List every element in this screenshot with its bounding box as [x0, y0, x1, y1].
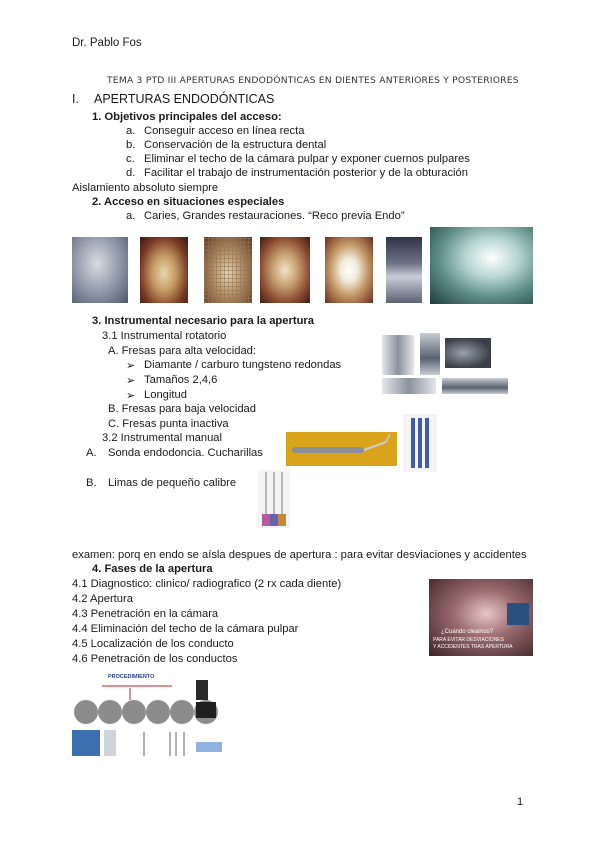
special-access-letter: a. [126, 210, 136, 222]
objective-letter-b: b. [126, 139, 136, 151]
section-number: I. [72, 92, 79, 106]
probe-item: Sonda endodoncia. Cucharillas [108, 447, 263, 459]
video-screenshot [429, 579, 533, 656]
xray-image-1 [72, 237, 128, 303]
objective-letter-d: d. [126, 167, 136, 179]
low-speed-burs: B. Fresas para baja velocidad [108, 403, 257, 415]
instruments-heading: 3. Instrumental necesario para la apertura [92, 315, 314, 327]
video-caption-1: ¿Cuándo cleamos? [441, 629, 494, 635]
objectives-heading: 1. Objetivos principales del acceso: [92, 111, 282, 123]
objective-d: Facilitar el trabajo de instrumentación posterior y de la obturación [144, 167, 468, 179]
bullet-bur-type: Diamante / carburo tungsteno redondas [144, 359, 342, 371]
tooth-matrix-photo [204, 237, 252, 303]
tooth-restoration-photo [260, 237, 310, 303]
special-access-item: Caries, Grandes restauraciones. “Reco previa Endo” [144, 210, 405, 222]
phase-4-5: 4.5 Localización de los conducto [72, 638, 234, 650]
bur-image-2 [420, 333, 440, 375]
phases-heading: 4. Fases de la apertura [92, 563, 213, 575]
inactive-tip-burs: C. Fresas punta inactiva [108, 418, 229, 430]
arrow-bullet-icon: ➢ [126, 375, 136, 387]
high-speed-burs: A. Fresas para alta velocidad: [108, 345, 256, 357]
bullet-bur-sizes: Tamaños 2,4,6 [144, 374, 218, 386]
objective-b: Conservación de la estructura dental [144, 139, 327, 151]
topic-title: TEMA 3 PTD III APERTURAS ENDODÓNTICAS EN DIENTES ANTERIORES Y POSTERIORES [107, 75, 519, 86]
files-image-2 [258, 470, 290, 528]
section-title: APERTURAS ENDODÓNTICAS [94, 92, 275, 106]
objective-letter-c: c. [126, 153, 135, 165]
video-caption-3: Y ACCIDENTES TRAS APERTURA [433, 644, 513, 650]
bur-image-4 [442, 378, 508, 394]
files-letter: B. [86, 477, 97, 489]
files-item: Limas de pequeño calibre [108, 477, 237, 489]
isolation-note: Aislamiento absoluto siempre [72, 182, 219, 194]
special-access-heading: 2. Acceso en situaciones especiales [92, 196, 285, 208]
endo-probe-image [286, 432, 397, 466]
phase-4-2: 4.2 Apertura [72, 593, 133, 605]
video-overlay-box [507, 603, 529, 625]
arrow-bullet-icon: ➢ [126, 360, 136, 372]
files-image-1 [403, 414, 437, 472]
flow-title: PROCEDIMIENTO [108, 674, 155, 680]
arrow-bullet-icon: ➢ [126, 390, 136, 402]
probe-illustration [286, 432, 397, 466]
page-header-author: Dr. Pablo Fos [72, 37, 142, 49]
objective-a: Conseguir acceso en línea recta [144, 125, 305, 137]
phase-4-1: 4.1 Diagnostico: clinico/ radiografico (2 rx cada diente) [72, 578, 342, 590]
video-caption-2: PARA EVITAR DESVIACIONES [433, 637, 504, 643]
page-number: 1 [517, 796, 524, 808]
objective-c: Eliminar el techo de la cámara pulpar y exponer cuernos pulpares [144, 153, 470, 165]
phase-4-6: 4.6 Penetración de los conductos [72, 653, 238, 665]
manual-instruments: 3.2 Instrumental manual [102, 432, 223, 444]
xray-image-2 [386, 237, 422, 303]
phase-4-3: 4.3 Penetración en la cámara [72, 608, 219, 620]
files-illustration-1 [403, 414, 437, 472]
tooth-white-restoration-photo [325, 237, 373, 303]
exam-note: examen: porq en endo se aísla despues de apertura : para evitar desviaciones y accidentes [72, 549, 527, 561]
burs-image-1 [382, 335, 414, 375]
phase-4-4: 4.4 Eliminación del techo de la cámara pulpar [72, 623, 299, 635]
bullet-bur-length: Longitud [144, 389, 187, 401]
xray-instrument-image [430, 227, 533, 304]
probe-letter: A. [86, 447, 97, 459]
files-illustration-2 [258, 470, 290, 528]
flow-illustration [72, 672, 236, 760]
objective-letter-a: a. [126, 125, 136, 137]
bur-image-3 [382, 378, 436, 394]
handpiece-image [445, 338, 491, 368]
rotary-instruments: 3.1 Instrumental rotatorio [102, 330, 227, 342]
tooth-caries-photo [140, 237, 188, 303]
procedure-flow-diagram [72, 672, 236, 760]
